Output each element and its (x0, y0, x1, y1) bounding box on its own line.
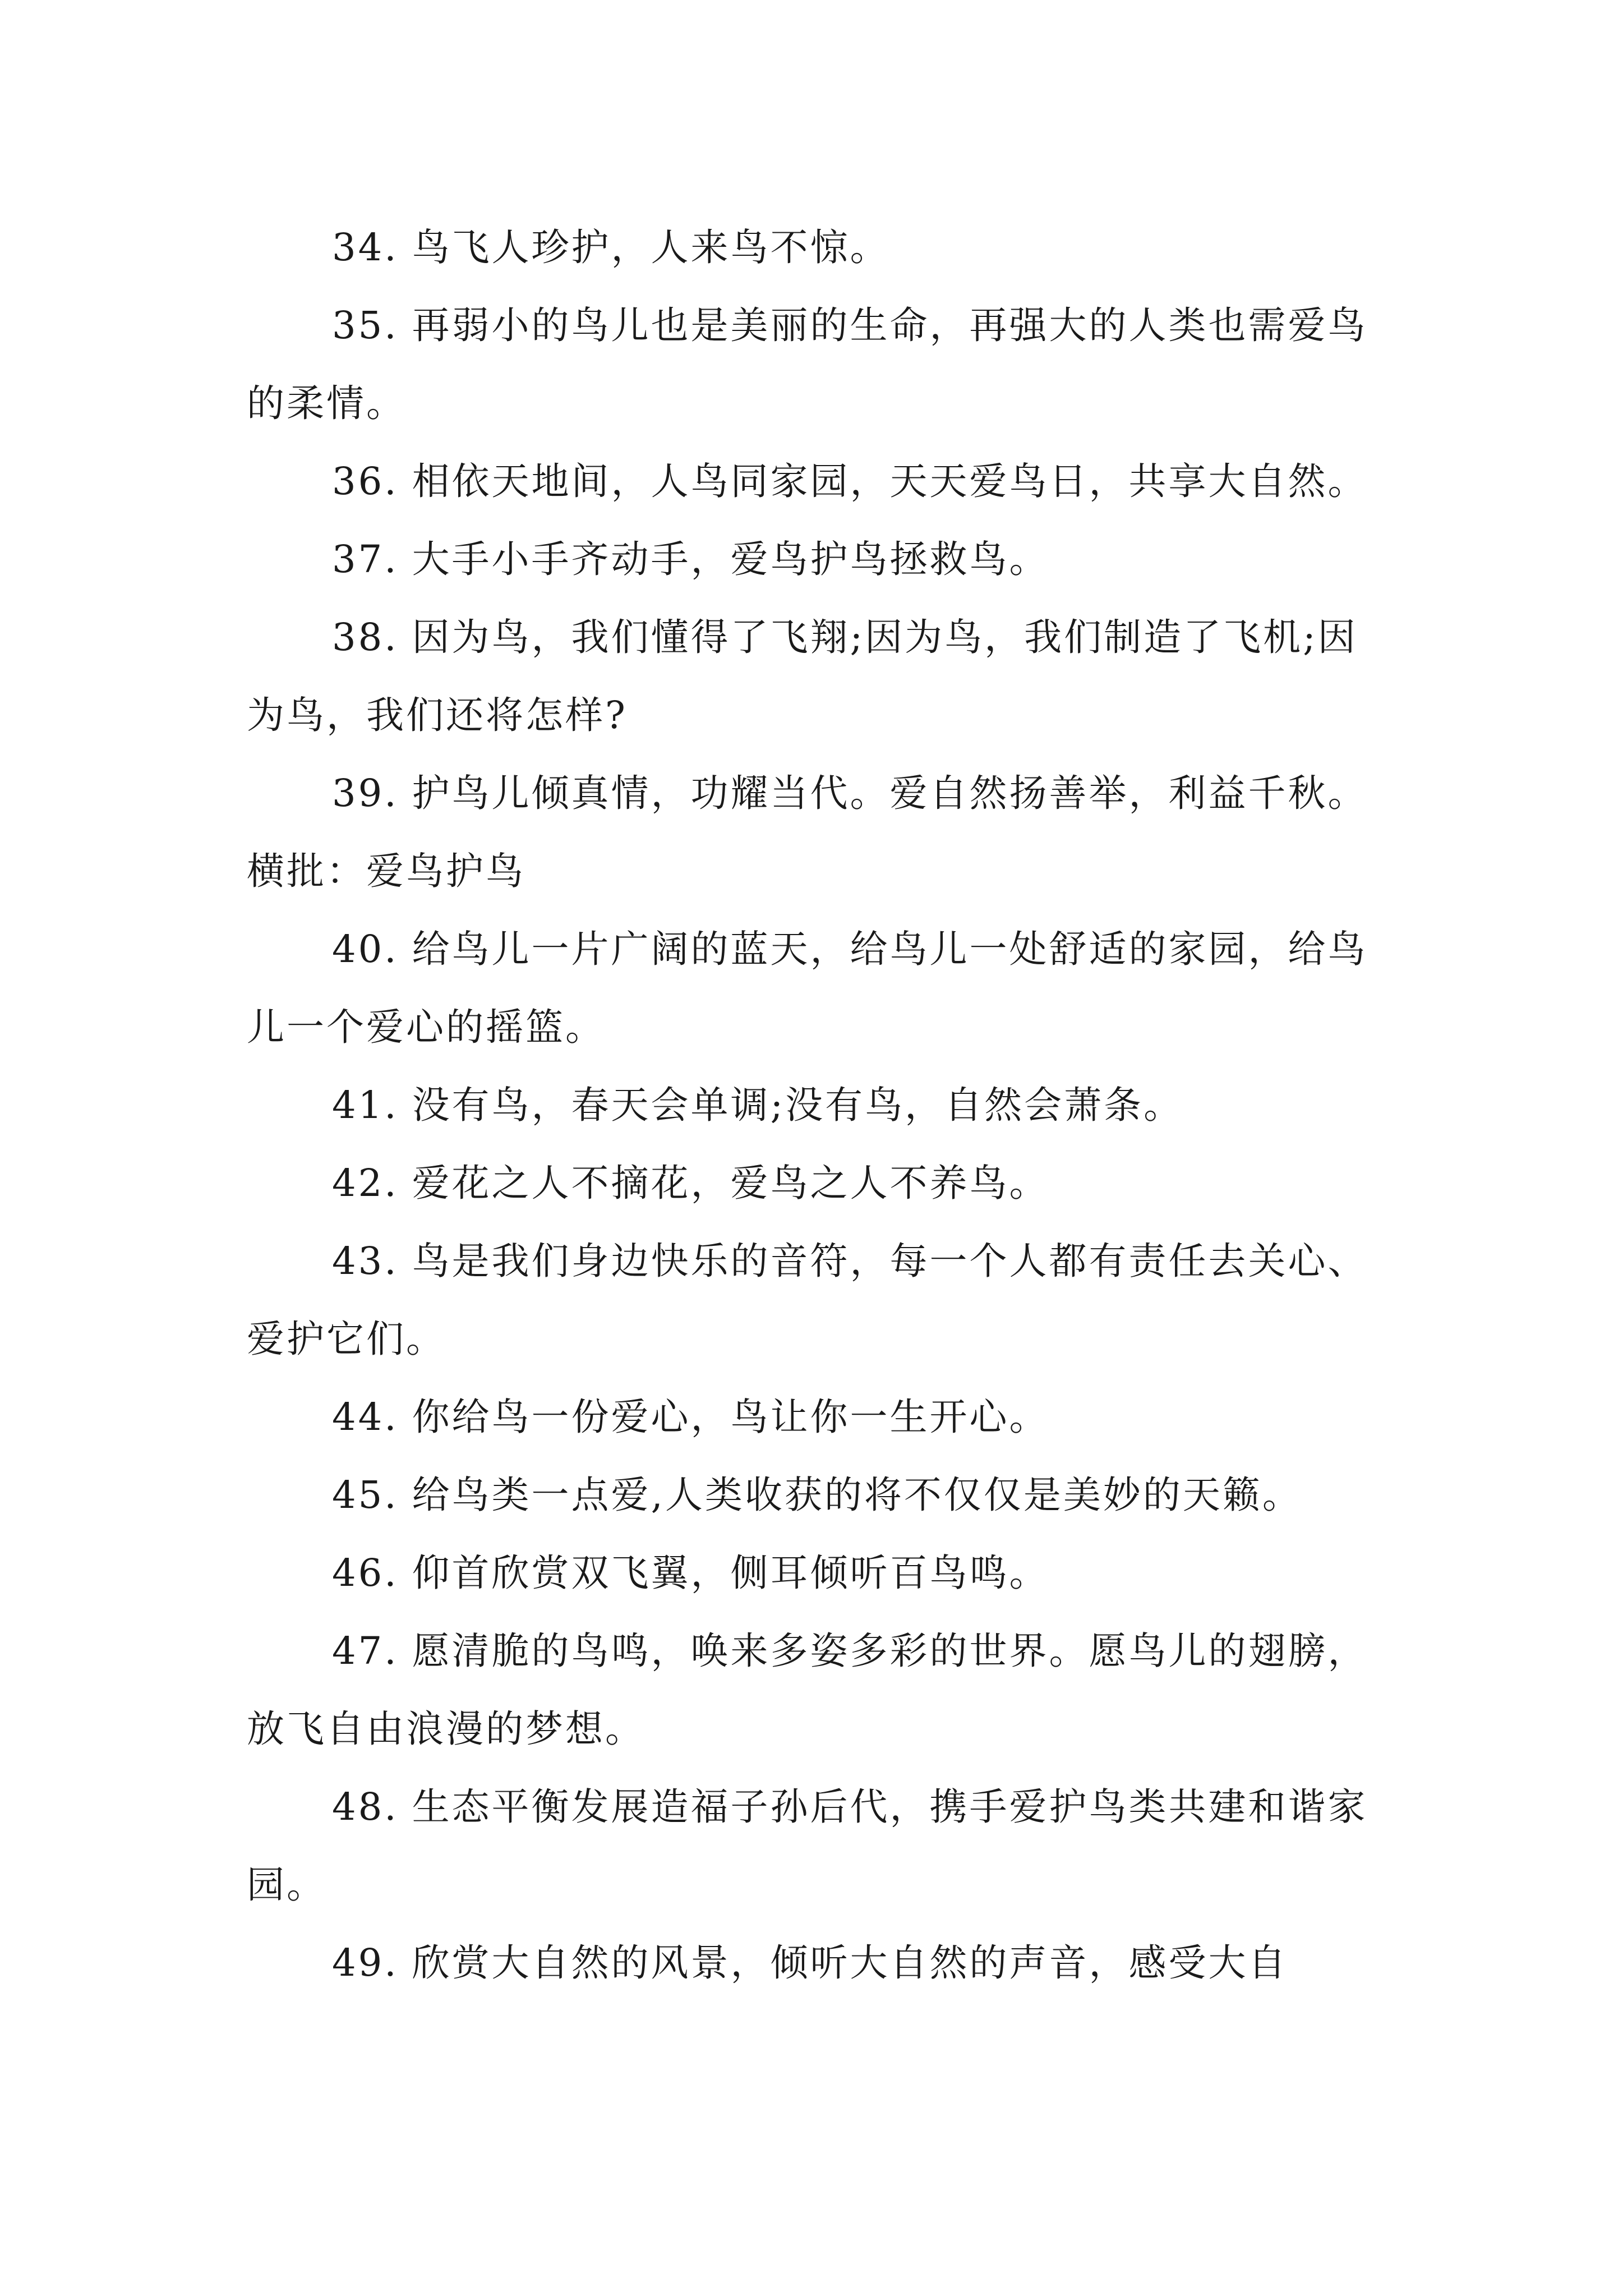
item-number: 36. (332, 459, 399, 503)
item-number: 49. (332, 1941, 399, 1985)
item-number: 34. (332, 226, 399, 269)
item-text: 因为鸟，我们懂得了飞翔;因为鸟，我们制造了飞机;因为鸟，我们还将怎样? (247, 615, 1358, 737)
list-item (247, 1378, 1391, 1456)
list-item (247, 443, 1391, 521)
list-item (247, 910, 1391, 1066)
item-number: 37. (332, 537, 399, 581)
item-number: 47. (332, 1629, 399, 1673)
list-item (247, 1456, 1391, 1534)
item-text: 鸟是我们身边快乐的音符，每一个人都有责任去关心、爱护它们。 (247, 1239, 1368, 1361)
item-text: 给鸟类一点爱,人类收获的将不仅仅是美妙的天籁。 (412, 1473, 1302, 1517)
item-text: 爱花之人不摘花，爱鸟之人不养鸟。 (412, 1161, 1049, 1205)
list-item (247, 1612, 1391, 1768)
list-item (247, 1144, 1391, 1222)
item-number: 38. (332, 615, 399, 659)
item-text: 你给鸟一份爱心，鸟让你一生开心。 (412, 1395, 1049, 1439)
item-text: 欣赏大自然的风景，倾听大自然的声音，感受大自 (412, 1941, 1288, 1985)
item-text: 护鸟儿倾真情，功耀当代。爱自然扬善举，利益千秋。横批：爱鸟护鸟 (247, 771, 1368, 893)
list-item (247, 209, 1391, 287)
item-number: 42. (332, 1161, 399, 1205)
list-item (247, 1066, 1391, 1144)
text-column (247, 209, 1391, 2002)
item-number: 44. (332, 1395, 399, 1439)
list-item (247, 521, 1391, 599)
item-number: 41. (332, 1083, 399, 1127)
item-text: 愿清脆的鸟鸣，唤来多姿多彩的世界。愿鸟儿的翅膀，放飞自由浪漫的梦想。 (247, 1629, 1368, 1751)
item-number: 35. (332, 303, 399, 347)
item-text: 鸟飞人珍护，人来鸟不惊。 (412, 226, 890, 269)
list-item (247, 1924, 1391, 2002)
list-item (247, 1534, 1391, 1612)
item-text: 生态平衡发展造福子孙后代，携手爱护鸟类共建和谐家园。 (247, 1785, 1368, 1907)
item-number: 43. (332, 1239, 399, 1283)
item-number: 45. (332, 1473, 399, 1517)
item-text: 大手小手齐动手，爱鸟护鸟拯救鸟。 (412, 537, 1049, 581)
list-item (247, 599, 1391, 754)
item-number: 48. (332, 1785, 399, 1829)
list-item (247, 287, 1391, 443)
item-text: 再弱小的鸟儿也是美丽的生命，再强大的人类也需爱鸟的柔情。 (247, 303, 1368, 425)
list-item (247, 1222, 1391, 1378)
item-text: 相依天地间，人鸟同家园，天天爱鸟日，共享大自然。 (412, 459, 1368, 503)
item-text: 给鸟儿一片广阔的蓝天，给鸟儿一处舒适的家园，给鸟儿一个爱心的摇篮。 (247, 927, 1368, 1049)
item-number: 39. (332, 771, 399, 815)
list-item (247, 1768, 1391, 1924)
item-text: 仰首欣赏双飞翼，侧耳倾听百鸟鸣。 (412, 1551, 1049, 1595)
item-text: 没有鸟，春天会单调;没有鸟，自然会萧条。 (412, 1083, 1184, 1127)
item-number: 46. (332, 1551, 399, 1595)
item-number: 40. (332, 927, 399, 971)
list-item (247, 754, 1391, 910)
